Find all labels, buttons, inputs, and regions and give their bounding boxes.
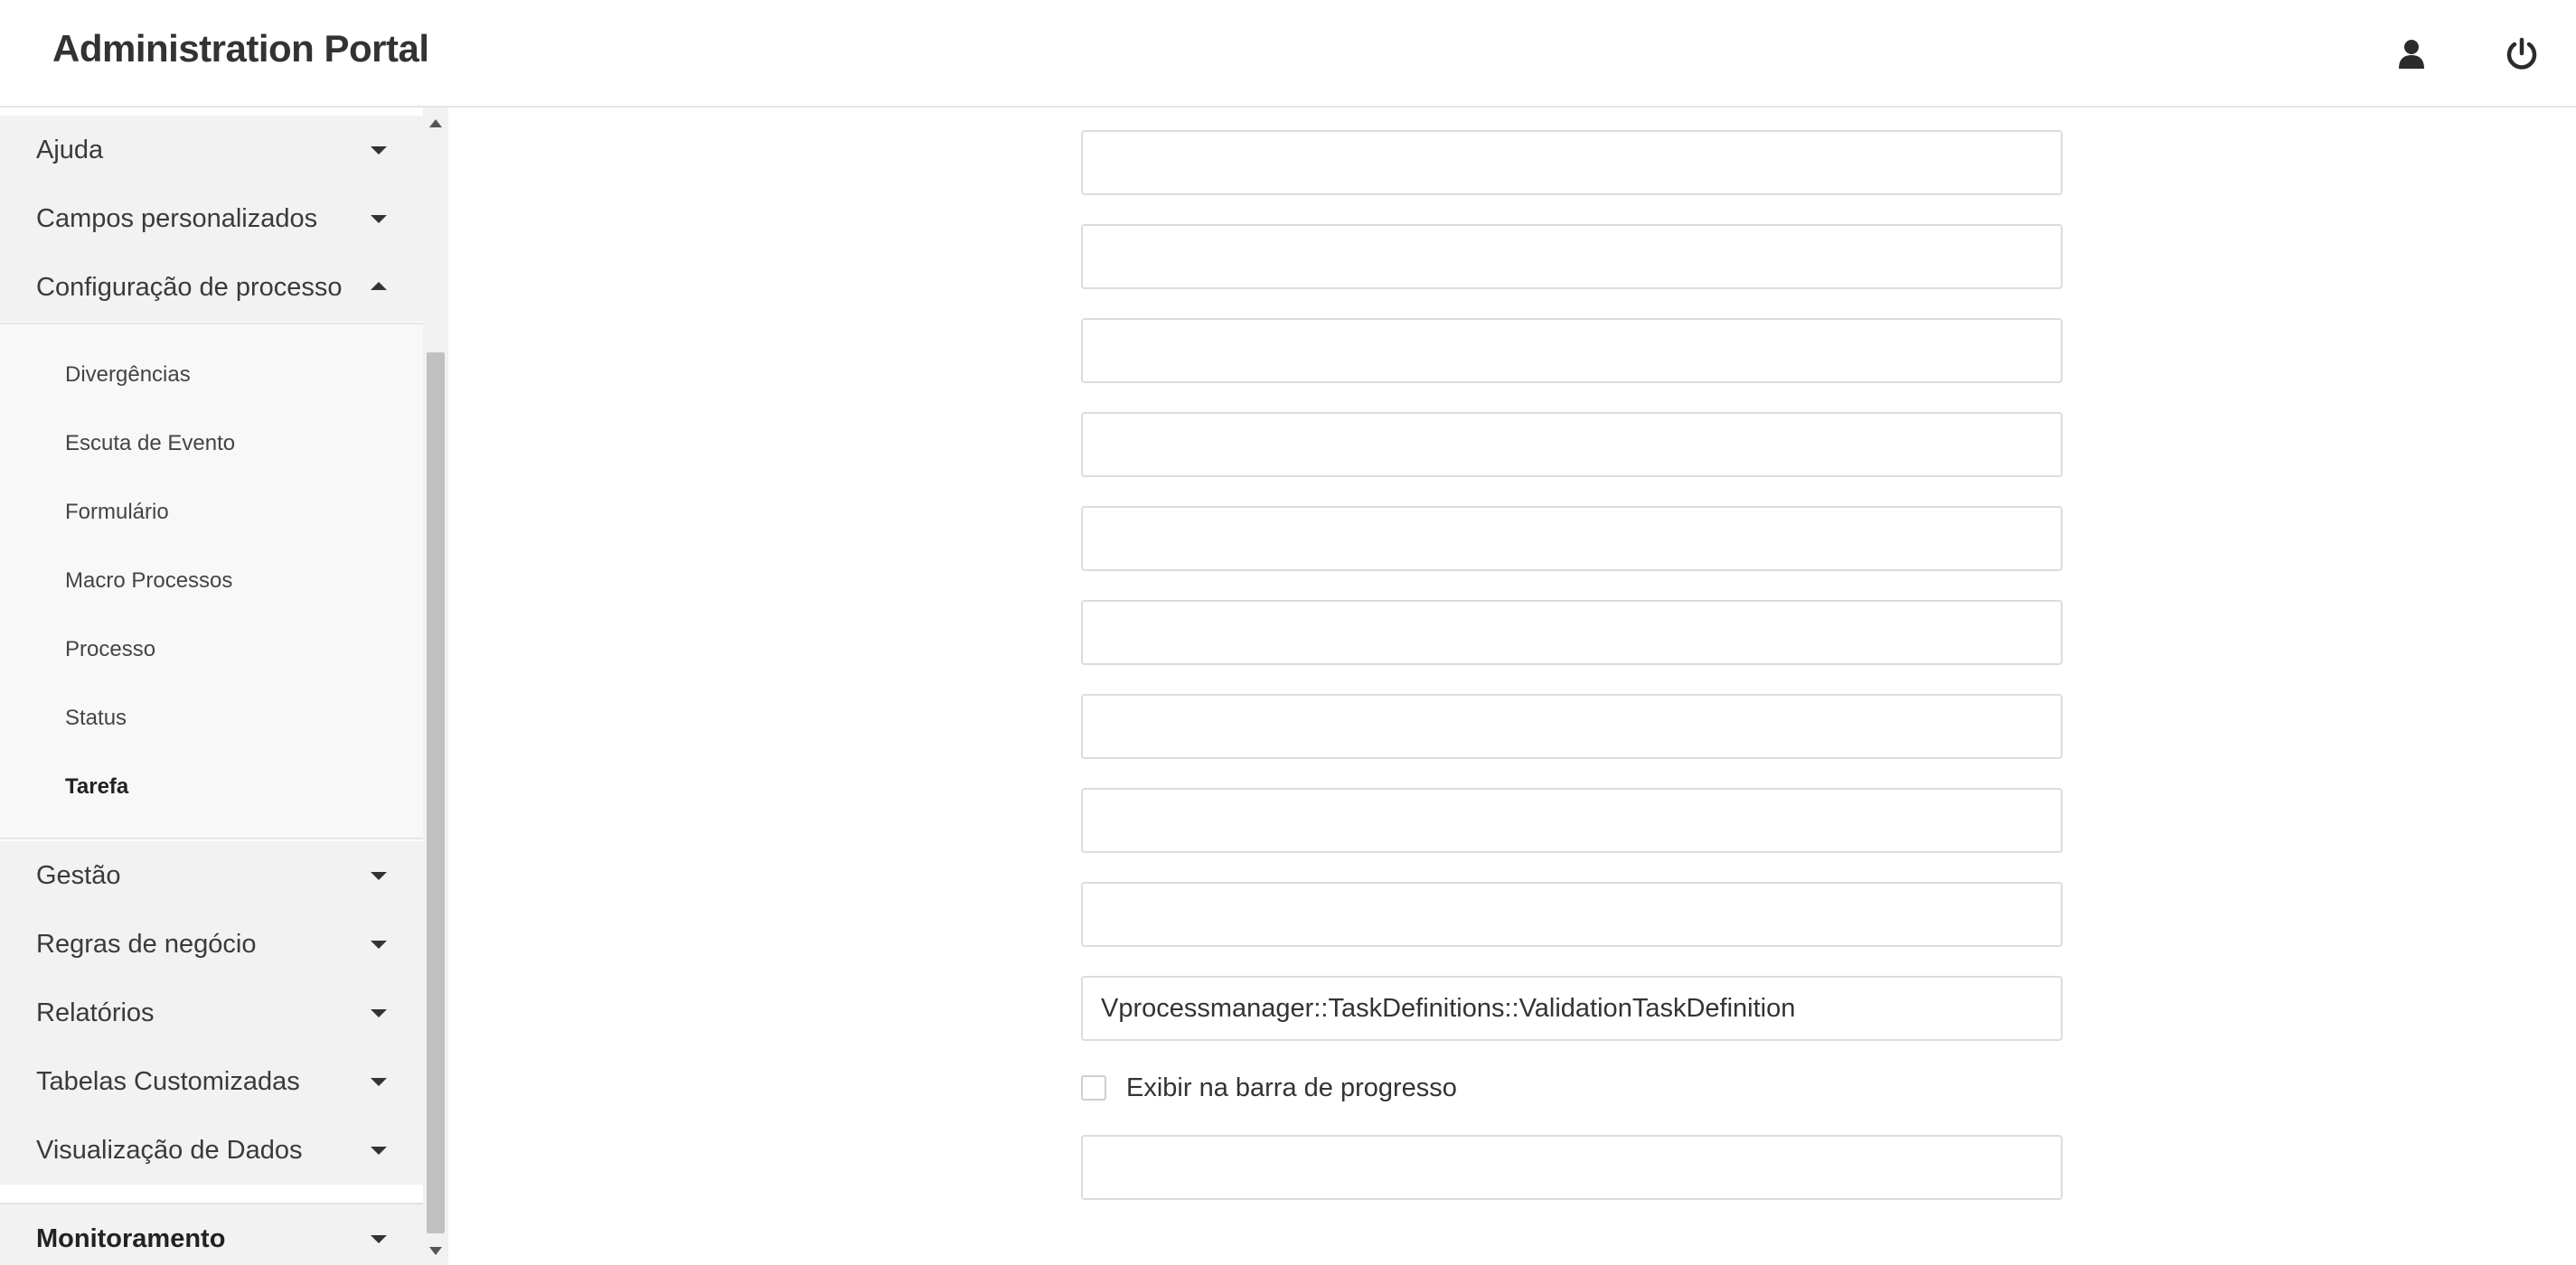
sidebar-item-label: Tabelas Customizadas (36, 1067, 300, 1096)
titulo-gn-input[interactable] (1081, 506, 2063, 571)
explicacao-gn-input[interactable] (1081, 882, 2063, 947)
submenu-item-escuta-de-evento[interactable] (0, 409, 423, 478)
submenu-item-processo[interactable] (0, 615, 423, 684)
submenu-item-label: Divergências (65, 362, 191, 387)
user-icon[interactable] (2392, 34, 2431, 74)
submenu-item-label: Formulário (65, 500, 169, 524)
titulo-en-input[interactable] (1081, 224, 2063, 289)
submenu-item-label: Macro Processos (65, 568, 233, 593)
chevron-down-icon (371, 1078, 387, 1086)
chevron-down-icon (371, 1009, 387, 1017)
sidebar-item-monitoramento[interactable] (0, 1203, 423, 1265)
chevron-down-icon (371, 1147, 387, 1155)
nome-input[interactable] (1081, 130, 2063, 195)
sidebar-item-gestao[interactable] (0, 841, 423, 910)
scroll-up-arrow-icon[interactable] (429, 119, 442, 127)
app-title: Administration Portal (52, 27, 429, 70)
sidebar-item-campos-personalizados[interactable] (0, 184, 423, 253)
submenu-item-macro-processos[interactable] (0, 547, 423, 615)
explicacao-es-input[interactable] (1081, 788, 2063, 853)
sidebar-item-regras-de-negocio[interactable] (0, 910, 423, 979)
submenu-item-divergencias[interactable] (0, 341, 423, 409)
chevron-down-icon (371, 146, 387, 155)
titulo-pt-br-input[interactable] (1081, 318, 2063, 383)
sidebar-item-visualizacao-de-dados[interactable] (0, 1116, 423, 1185)
submenu-item-tarefa[interactable] (0, 753, 423, 821)
sidebar-scrollbar-thumb[interactable] (427, 352, 445, 1233)
submenu-item-label: Escuta de Evento (65, 431, 236, 455)
titulo-es-input[interactable] (1081, 412, 2063, 477)
submenu-item-status[interactable] (0, 684, 423, 753)
checkbox-label: Exibir na barra de progresso (1126, 1073, 1457, 1102)
submenu-item-label: Processo (65, 637, 156, 661)
sidebar (0, 108, 423, 1265)
chevron-down-icon (371, 872, 387, 880)
sidebar-item-relatorios[interactable] (0, 979, 423, 1047)
submenu-item-label: Tarefa (65, 774, 129, 799)
sidebar-item-label: Campos personalizados (36, 204, 318, 233)
explicacao-en-input[interactable] (1081, 600, 2063, 665)
sidebar-item-label: Gestão (36, 861, 121, 890)
explicacao-pt-br-input[interactable] (1081, 694, 2063, 759)
chevron-down-icon (371, 941, 387, 949)
exibir-barra-progresso-checkbox-row[interactable] (1081, 1073, 1457, 1102)
chevron-down-icon (371, 215, 387, 223)
submenu-item-label: Status (65, 706, 127, 730)
exibir-barra-progresso-checkbox[interactable] (1081, 1075, 1106, 1101)
tipo-tarefa-input[interactable] (1081, 976, 2063, 1041)
scroll-down-arrow-icon[interactable] (429, 1247, 442, 1255)
sidebar-item-ajuda[interactable] (0, 116, 423, 184)
sidebar-item-label: Ajuda (36, 136, 104, 164)
sidebar-item-label: Regras de negócio (36, 930, 257, 959)
sidebar-item-configuracao-de-processo[interactable] (0, 253, 423, 322)
chevron-up-icon (371, 282, 387, 290)
sidebar-item-tabelas-customizadas[interactable] (0, 1047, 423, 1116)
sidebar-item-label: Configuração de processo (36, 273, 343, 302)
estilo-da-explicacao-input[interactable] (1081, 1135, 2063, 1200)
sidebar-item-label: Relatórios (36, 998, 155, 1027)
power-icon[interactable] (2502, 34, 2542, 74)
sidebar-item-label: Monitoramento (36, 1224, 226, 1253)
top-header (0, 0, 2576, 108)
chevron-down-icon (371, 1235, 387, 1243)
submenu-item-formulario[interactable] (0, 478, 423, 547)
sidebar-item-label: Visualização de Dados (36, 1136, 303, 1165)
